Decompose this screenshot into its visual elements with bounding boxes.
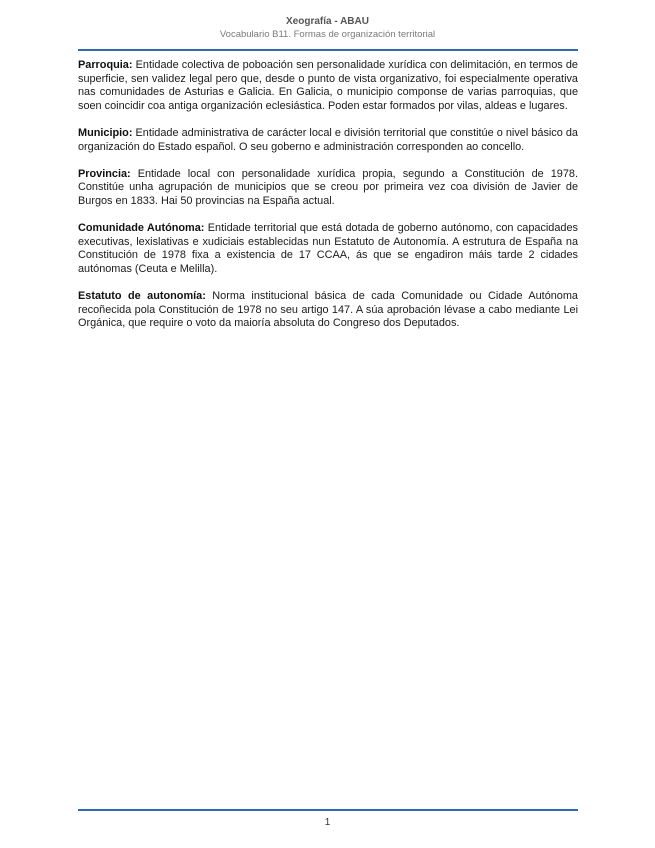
entry-term: Provincia: <box>78 167 131 180</box>
entry-term: Estatuto de autonomía: <box>78 290 206 303</box>
header-divider <box>78 49 578 51</box>
vocabulary-entry-parroquia <box>78 59 578 113</box>
page-number: 1 <box>324 817 331 828</box>
entry-term: Municipio: <box>78 126 133 139</box>
entry-definition: Norma institucional básica de cada Comunidade ou Cidade Autónoma recoñecida pola Constitución de 1978 no seu artigo 147. A súa aprobación lévase a cabo mediante Lei Orgánica, que require o voto da maioría absoluta do Congreso dos Deputados. <box>78 290 578 330</box>
entry-definition: Entidade colectiva de poboación sen personalidade xurídica con delimitación, en termos de superficie, sen validez legal pero que, desde o punto de vista organizativo, foi especialmente operativa nas comunidades de Asturias e Galicia. En Galicia, o municipio componse de varias parroquias, que soen coincidir coa antiga organización eclesiástica. Poden estar formados por vilas, aldeas e lugares. <box>78 59 578 112</box>
document-subtitle: Vocabulario B11. Formas de organización territorial <box>219 29 436 40</box>
entry-term: Comunidade Autónoma: <box>78 222 205 235</box>
entry-term: Parroquia: <box>78 59 133 71</box>
entry-definition: Entidade territorial que está dotada de goberno autónomo, con capacidades executivas, lexislativas e xudiciais establecidas nun Estatuto de Autonomía. A estrutura de España na Constitución de 1978 fixa a existencia de 17 CCAA, ás que se engadiron máis tarde 2 cidades autónomas (Ceuta e Melilla). <box>78 222 578 275</box>
vocabulary-entry-municipio <box>78 127 578 154</box>
vocabulary-entry-comunidade-autonoma <box>78 222 578 276</box>
entry-definition: Entidade administrativa de carácter local e división territorial que constitúe o nivel básico da organización do Estado español. O seu goberno e administración corresponden ao concello. <box>78 126 578 153</box>
page-header <box>0 15 655 41</box>
document-title: Xeografía - ABAU <box>286 16 369 27</box>
vocabulary-entry-estatuto-de-autonomia <box>78 290 578 331</box>
entry-definition: Entidade local con personalidade xurídica propia, segundo a Constitución de 1978. Constitúe unha agrupación de municipios que se creou por primeira vez coa división de Javier de Burgos en 1833. Hai 50 provincias na España actual. <box>78 167 578 207</box>
vocabulary-entry-provincia <box>78 168 578 209</box>
vocabulary-list <box>78 59 578 344</box>
footer-divider <box>78 809 578 811</box>
